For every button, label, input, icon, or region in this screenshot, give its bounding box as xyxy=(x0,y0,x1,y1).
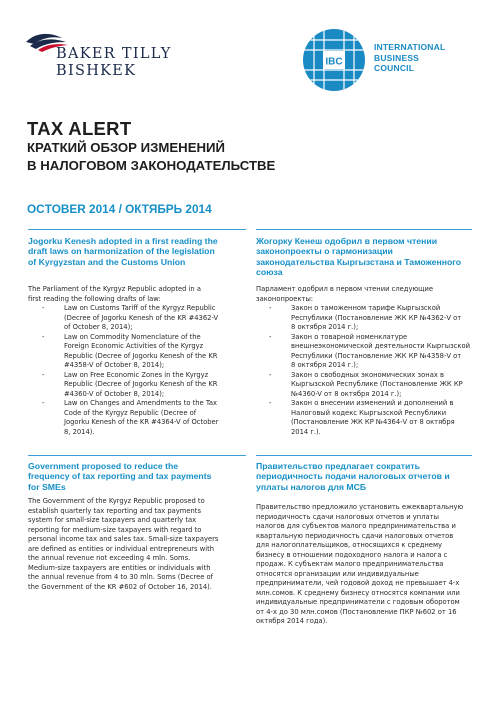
section-heading-ru-2 xyxy=(256,461,450,492)
ibc-line-1: INTERNATIONAL xyxy=(374,42,446,52)
ibc-line-3: COUNCIL xyxy=(374,63,415,73)
paragraph-line: The Government of the Kyrgyz Republic proposed to xyxy=(28,497,205,505)
paragraph-line: Правительство предложило установить ежеквартальную xyxy=(256,503,464,511)
paragraph-line: от 4-х до 30 млн.сомов (Постановление ПКР №602 от 16 xyxy=(256,607,457,616)
paragraph-line: законопроекты: xyxy=(256,294,314,303)
paragraph-line: налогов для субъектов малого предпринимательства и xyxy=(256,522,456,530)
heading-line: уплаты налогов для МСБ xyxy=(256,481,367,492)
paragraph-line: system for small-size taxpayers and quarterly tax xyxy=(28,516,197,524)
paragraph-line: относятся организации или индивидуальные xyxy=(256,569,419,578)
paragraph-line: The Parliament of the Kyrgyz Republic adopted in a xyxy=(28,285,201,293)
body-en-2 xyxy=(28,497,218,592)
heading-line: союза xyxy=(256,267,283,278)
heading-line: of Kyrgyzstan and the Customs Union xyxy=(28,256,186,267)
heading-line: периодичность подачи налоговых отчетов и xyxy=(256,471,450,482)
section-rule xyxy=(256,229,472,230)
heading-line: draft laws on harmonization of the legislation xyxy=(28,246,215,257)
paragraph-line: the annual revenue from 4 to 30 mln. Soms (Decree of xyxy=(28,573,214,581)
law-list-en xyxy=(42,304,219,437)
section-rule xyxy=(256,455,472,456)
paragraph-line: продаж. К субъектам малого предпринимательства xyxy=(256,560,444,568)
paragraph-line: млн.сомов. К среднему бизнесу относятся компании или xyxy=(256,588,460,597)
paragraph-line: Парламент одобрил в первом чтении следующие xyxy=(256,285,434,293)
paragraph-line: the annual revenue not exceeding 4 mln. Soms. xyxy=(28,554,191,562)
section-heading-ru-1 xyxy=(256,236,461,278)
brand-line-1: BAKER TILLY xyxy=(56,46,172,62)
heading-line: Government proposed to reduce the xyxy=(28,461,179,471)
intro-ru-1 xyxy=(256,285,433,304)
section-heading-en-1 xyxy=(28,236,218,267)
subtitle-line: В НАЛОГОВОМ ЗАКОНОДАТЕЛЬСТВЕ xyxy=(27,158,276,173)
ibc-mark-text: IBC xyxy=(325,56,343,68)
ibc-name xyxy=(374,42,445,74)
paragraph-line: предприниматели, чей годовой доход не превышает 4-х xyxy=(256,579,460,587)
heading-line: Jogorku Kenesh adopted in a first reading the xyxy=(28,236,218,246)
ibc-globe-icon xyxy=(301,27,367,93)
list-item: - Law on Free Economic Zones in the Kyrgyz Republic (Decree of Jogorku Kenesh of the KR #4360-V of October 8, 2014); xyxy=(42,370,218,398)
body-ru-2 xyxy=(256,503,463,627)
intro-en-1 xyxy=(28,285,201,304)
page-subtitle xyxy=(27,139,275,175)
paragraph-line: personal income tax and sales tax. Small-size taxpayers xyxy=(28,535,219,543)
list-item: - Law on Commodity Nomenclature of the Foreign Economic Activities of the Kyrgyz Republic (Decree of Jogorku Kenesh of the KR #4358-V of October 8, 2014); xyxy=(42,332,218,369)
brand-line-2: BISHKEK xyxy=(56,63,137,79)
law-list-ru xyxy=(269,304,470,437)
heading-line: Правительство предлагает сократить xyxy=(256,461,420,471)
heading-line: Жогорку Кенеш одобрил в первом чтении xyxy=(256,236,438,246)
paragraph-line: квартальную периодичность сдачи налоговых отчетов xyxy=(256,531,454,540)
paragraph-line: the Government of the KR #602 of October 16, 2014). xyxy=(28,582,212,591)
paragraph-line: периодичность сдачи налоговых отчетов и уплаты xyxy=(256,512,439,521)
section-heading-en-2 xyxy=(28,461,211,492)
page-title: TAX ALERT xyxy=(27,118,132,139)
paragraph-line: Medium-size taxpayers are entities or individuals with xyxy=(28,563,211,572)
letterhead xyxy=(0,0,500,100)
paragraph-line: are defined as entities or individual entrepreneurs with xyxy=(28,544,215,553)
heading-line: законопроекты о гармонизации xyxy=(256,246,393,257)
paragraph-line: индивидуальные предприниматели с годовым оборотом xyxy=(256,598,460,606)
section-rule xyxy=(28,229,246,230)
heading-line: законодательства Кыргызстана и Таможенного xyxy=(256,256,462,267)
heading-line: frequency of tax reporting and tax payments xyxy=(28,471,212,482)
issue-date: OCTOBER 2014 / ОКТЯБРЬ 2014 xyxy=(27,202,212,216)
ibc-line-2: BUSINESS xyxy=(374,52,420,63)
list-item: - Закон о таможенном тарифе Кыргызской Республики (Постановление ЖК КР №4362-V от 8 октября 2014 г.); xyxy=(269,304,462,331)
paragraph-line: establish quarterly tax reporting and tax payments xyxy=(28,506,201,515)
paragraph-line: октября 2014 года). xyxy=(256,617,328,625)
heading-line: for SMEs xyxy=(28,481,66,492)
list-item: - Закон о свободных экономических зонах в Кыргызской Республике (Постановление ЖК КР №4360-V от 8 октября 2014 г.); xyxy=(269,370,463,398)
list-item: - Law on Changes and Amendments to the Tax Code of the Kyrgyz Republic (Decree of Jogorku Kenesh of the KR #4364-V of October 8, 2014). xyxy=(42,399,219,436)
baker-tilly-logo xyxy=(24,30,174,90)
section-rule xyxy=(28,455,246,456)
paragraph-line: для налогоплательщиков, относящихся к среднему xyxy=(256,541,443,549)
paragraph-line: бизнесу в отношении подоходного налога и налога с xyxy=(256,550,448,559)
paragraph-line: first reading the following drafts of law: xyxy=(28,294,161,303)
subtitle-line: КРАТКИЙ ОБЗОР ИЗМЕНЕНИЙ xyxy=(27,140,225,155)
list-item: - Закон о внесении изменений и дополнений в Налоговый кодекс Кыргызской Республики (Постановление ЖК КР №4364-V от 8 октября 2014 г.). xyxy=(269,399,455,436)
list-item: - Law on Customs Tariff of the Kyrgyz Republic (Decree of Jogorku Kenesh of the KR #4362-V of October 8, 2014); xyxy=(42,304,219,331)
paragraph-line: reporting for medium-size taxpayers with regard to xyxy=(28,525,202,534)
list-item: - Закон о товарной номенклатуре внешнеэкономической деятельности Кыргызской Республики (Постановление ЖК КР №4358-V от 8 октября 2014 г.); xyxy=(269,332,470,369)
